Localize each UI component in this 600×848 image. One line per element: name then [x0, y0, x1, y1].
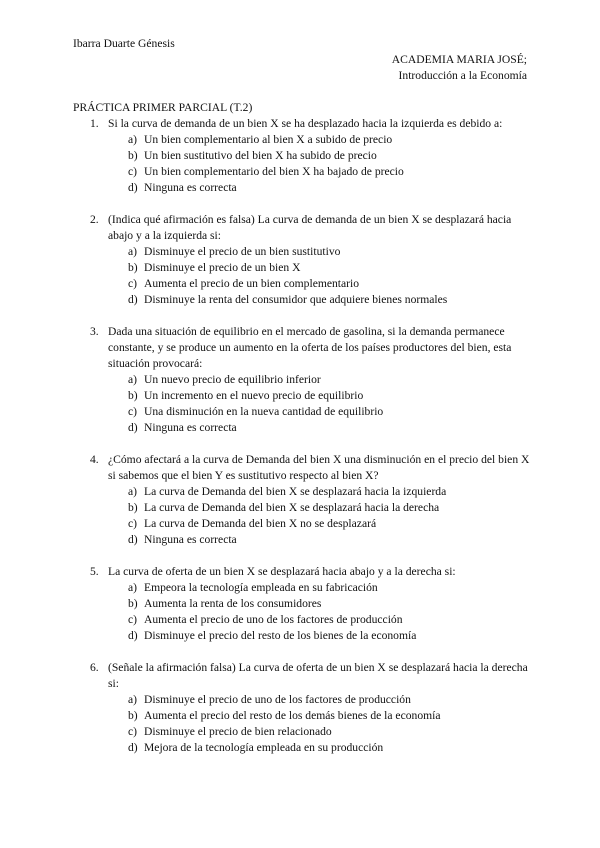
option-letter: d)	[128, 421, 138, 434]
answer-options	[128, 132, 530, 196]
option-text: Disminuye la renta del consumidor que adquiere bienes normales	[144, 293, 448, 306]
question-text: (Señale la afirmación falsa) La curva de oferta de un bien X se desplazará hacia la derecha si:	[108, 661, 528, 690]
option-letter: b)	[128, 597, 138, 610]
option-letter: b)	[128, 149, 138, 162]
academy-header	[392, 52, 527, 84]
answer-option	[128, 500, 530, 516]
option-text: Un bien sustitutivo del bien X ha subido de precio	[144, 149, 377, 162]
answer-option	[128, 148, 530, 164]
option-letter: c)	[128, 517, 138, 530]
question-number: 6.	[90, 661, 99, 674]
answer-option	[128, 484, 530, 500]
option-text: La curva de Demanda del bien X se desplazará hacia la derecha	[144, 501, 440, 514]
question-4	[90, 452, 530, 548]
option-letter: c)	[128, 613, 138, 626]
question-text: Dada una situación de equilibrio en el mercado de gasolina, si la demanda permanece constante, y se produce un aumento en la oferta de los países productores del bien, esta situación provocará:	[108, 325, 512, 370]
option-text: La curva de Demanda del bien X no se desplazará	[144, 517, 377, 530]
question-text: Si la curva de demanda de un bien X se ha desplazado hacia la izquierda es debido a:	[108, 117, 503, 130]
answer-options	[128, 692, 530, 756]
option-letter: d)	[128, 629, 138, 642]
answer-options	[128, 372, 530, 436]
option-text: Un incremento en el nuevo precio de equilibrio	[144, 389, 364, 402]
option-text: Ninguna es correcta	[144, 533, 237, 546]
answer-option	[128, 132, 530, 148]
option-text: Disminuye el precio del resto de los bienes de la economía	[144, 629, 417, 642]
answer-option	[128, 372, 530, 388]
answer-options	[128, 580, 530, 644]
answer-option	[128, 596, 530, 612]
question-6	[90, 660, 530, 756]
option-text: Aumenta el precio de uno de los factores de producción	[144, 613, 403, 626]
option-text: Ninguna es correcta	[144, 181, 237, 194]
question-number: 2.	[90, 213, 99, 226]
option-text: Disminuye el precio de un bien sustitutivo	[144, 245, 341, 258]
option-letter: d)	[128, 293, 138, 306]
option-letter: a)	[128, 581, 138, 594]
answer-option	[128, 724, 530, 740]
question-3	[90, 324, 530, 436]
option-letter: a)	[128, 133, 138, 146]
option-letter: b)	[128, 709, 138, 722]
option-letter: c)	[128, 165, 138, 178]
question-text: (Indica qué afirmación es falsa) La curva de demanda de un bien X se desplazará hacia abajo y a la izquierda si:	[108, 213, 512, 242]
answer-options	[128, 244, 530, 308]
answer-option	[128, 276, 530, 292]
question-list	[90, 116, 530, 772]
answer-option	[128, 420, 530, 436]
option-letter: c)	[128, 405, 138, 418]
option-text: Un bien complementario al bien X a subido de precio	[144, 133, 393, 146]
author-name: Ibarra Duarte Génesis	[73, 37, 175, 50]
option-text: Disminuye el precio de bien relacionado	[144, 725, 332, 738]
option-letter: c)	[128, 725, 138, 738]
option-letter: a)	[128, 245, 138, 258]
question-number: 1.	[90, 117, 99, 130]
answer-option	[128, 164, 530, 180]
question-5	[90, 564, 530, 644]
answer-option	[128, 532, 530, 548]
answer-option	[128, 708, 530, 724]
option-text: Aumenta la renta de los consumidores	[144, 597, 322, 610]
option-text: Un nuevo precio de equilibrio inferior	[144, 373, 321, 386]
question-2	[90, 212, 530, 308]
question-number: 3.	[90, 325, 99, 338]
question-number: 5.	[90, 565, 99, 578]
answer-option	[128, 292, 530, 308]
option-text: Un bien complementario del bien X ha bajado de precio	[144, 165, 404, 178]
practice-title: PRÁCTICA PRIMER PARCIAL (T.2)	[73, 101, 253, 114]
question-text: La curva de oferta de un bien X se desplazará hacia abajo y a la derecha si:	[108, 565, 456, 578]
option-letter: d)	[128, 181, 138, 194]
academy-name: ACADEMIA MARIA JOSÉ;	[391, 53, 527, 66]
answer-option	[128, 692, 530, 708]
answer-option	[128, 260, 530, 276]
question-number: 4.	[90, 453, 99, 466]
answer-options	[128, 484, 530, 548]
question-text: ¿Cómo afectará a la curva de Demanda del bien X una disminución en el precio del bien X si sabemos que el bien Y es sustitutivo respecto al bien X?	[108, 453, 530, 482]
option-text: La curva de Demanda del bien X se desplazará hacia la izquierda	[144, 485, 447, 498]
answer-option	[128, 244, 530, 260]
answer-option	[128, 628, 530, 644]
option-letter: d)	[128, 533, 138, 546]
question-1	[90, 116, 530, 196]
option-letter: b)	[128, 261, 138, 274]
option-letter: a)	[128, 693, 138, 706]
option-text: Una disminución en la nueva cantidad de equilibrio	[144, 405, 384, 418]
option-text: Mejora de la tecnología empleada en su producción	[144, 741, 384, 754]
option-letter: b)	[128, 501, 138, 514]
option-text: Aumenta el precio del resto de los demás bienes de la economía	[144, 709, 441, 722]
answer-option	[128, 516, 530, 532]
answer-option	[128, 404, 530, 420]
option-text: Ninguna es correcta	[144, 421, 237, 434]
option-letter: b)	[128, 389, 138, 402]
answer-option	[128, 740, 530, 756]
option-letter: a)	[128, 373, 138, 386]
answer-option	[128, 180, 530, 196]
option-letter: d)	[128, 741, 138, 754]
option-text: Disminuye el precio de uno de los factores de producción	[144, 693, 411, 706]
answer-option	[128, 388, 530, 404]
option-text: Empeora la tecnología empleada en su fabricación	[144, 581, 378, 594]
subject-name: Introducción a la Economía	[398, 69, 527, 82]
option-letter: a)	[128, 485, 138, 498]
option-letter: c)	[128, 277, 138, 290]
option-text: Disminuye el precio de un bien X	[144, 261, 301, 274]
option-text: Aumenta el precio de un bien complementario	[144, 277, 360, 290]
answer-option	[128, 580, 530, 596]
answer-option	[128, 612, 530, 628]
